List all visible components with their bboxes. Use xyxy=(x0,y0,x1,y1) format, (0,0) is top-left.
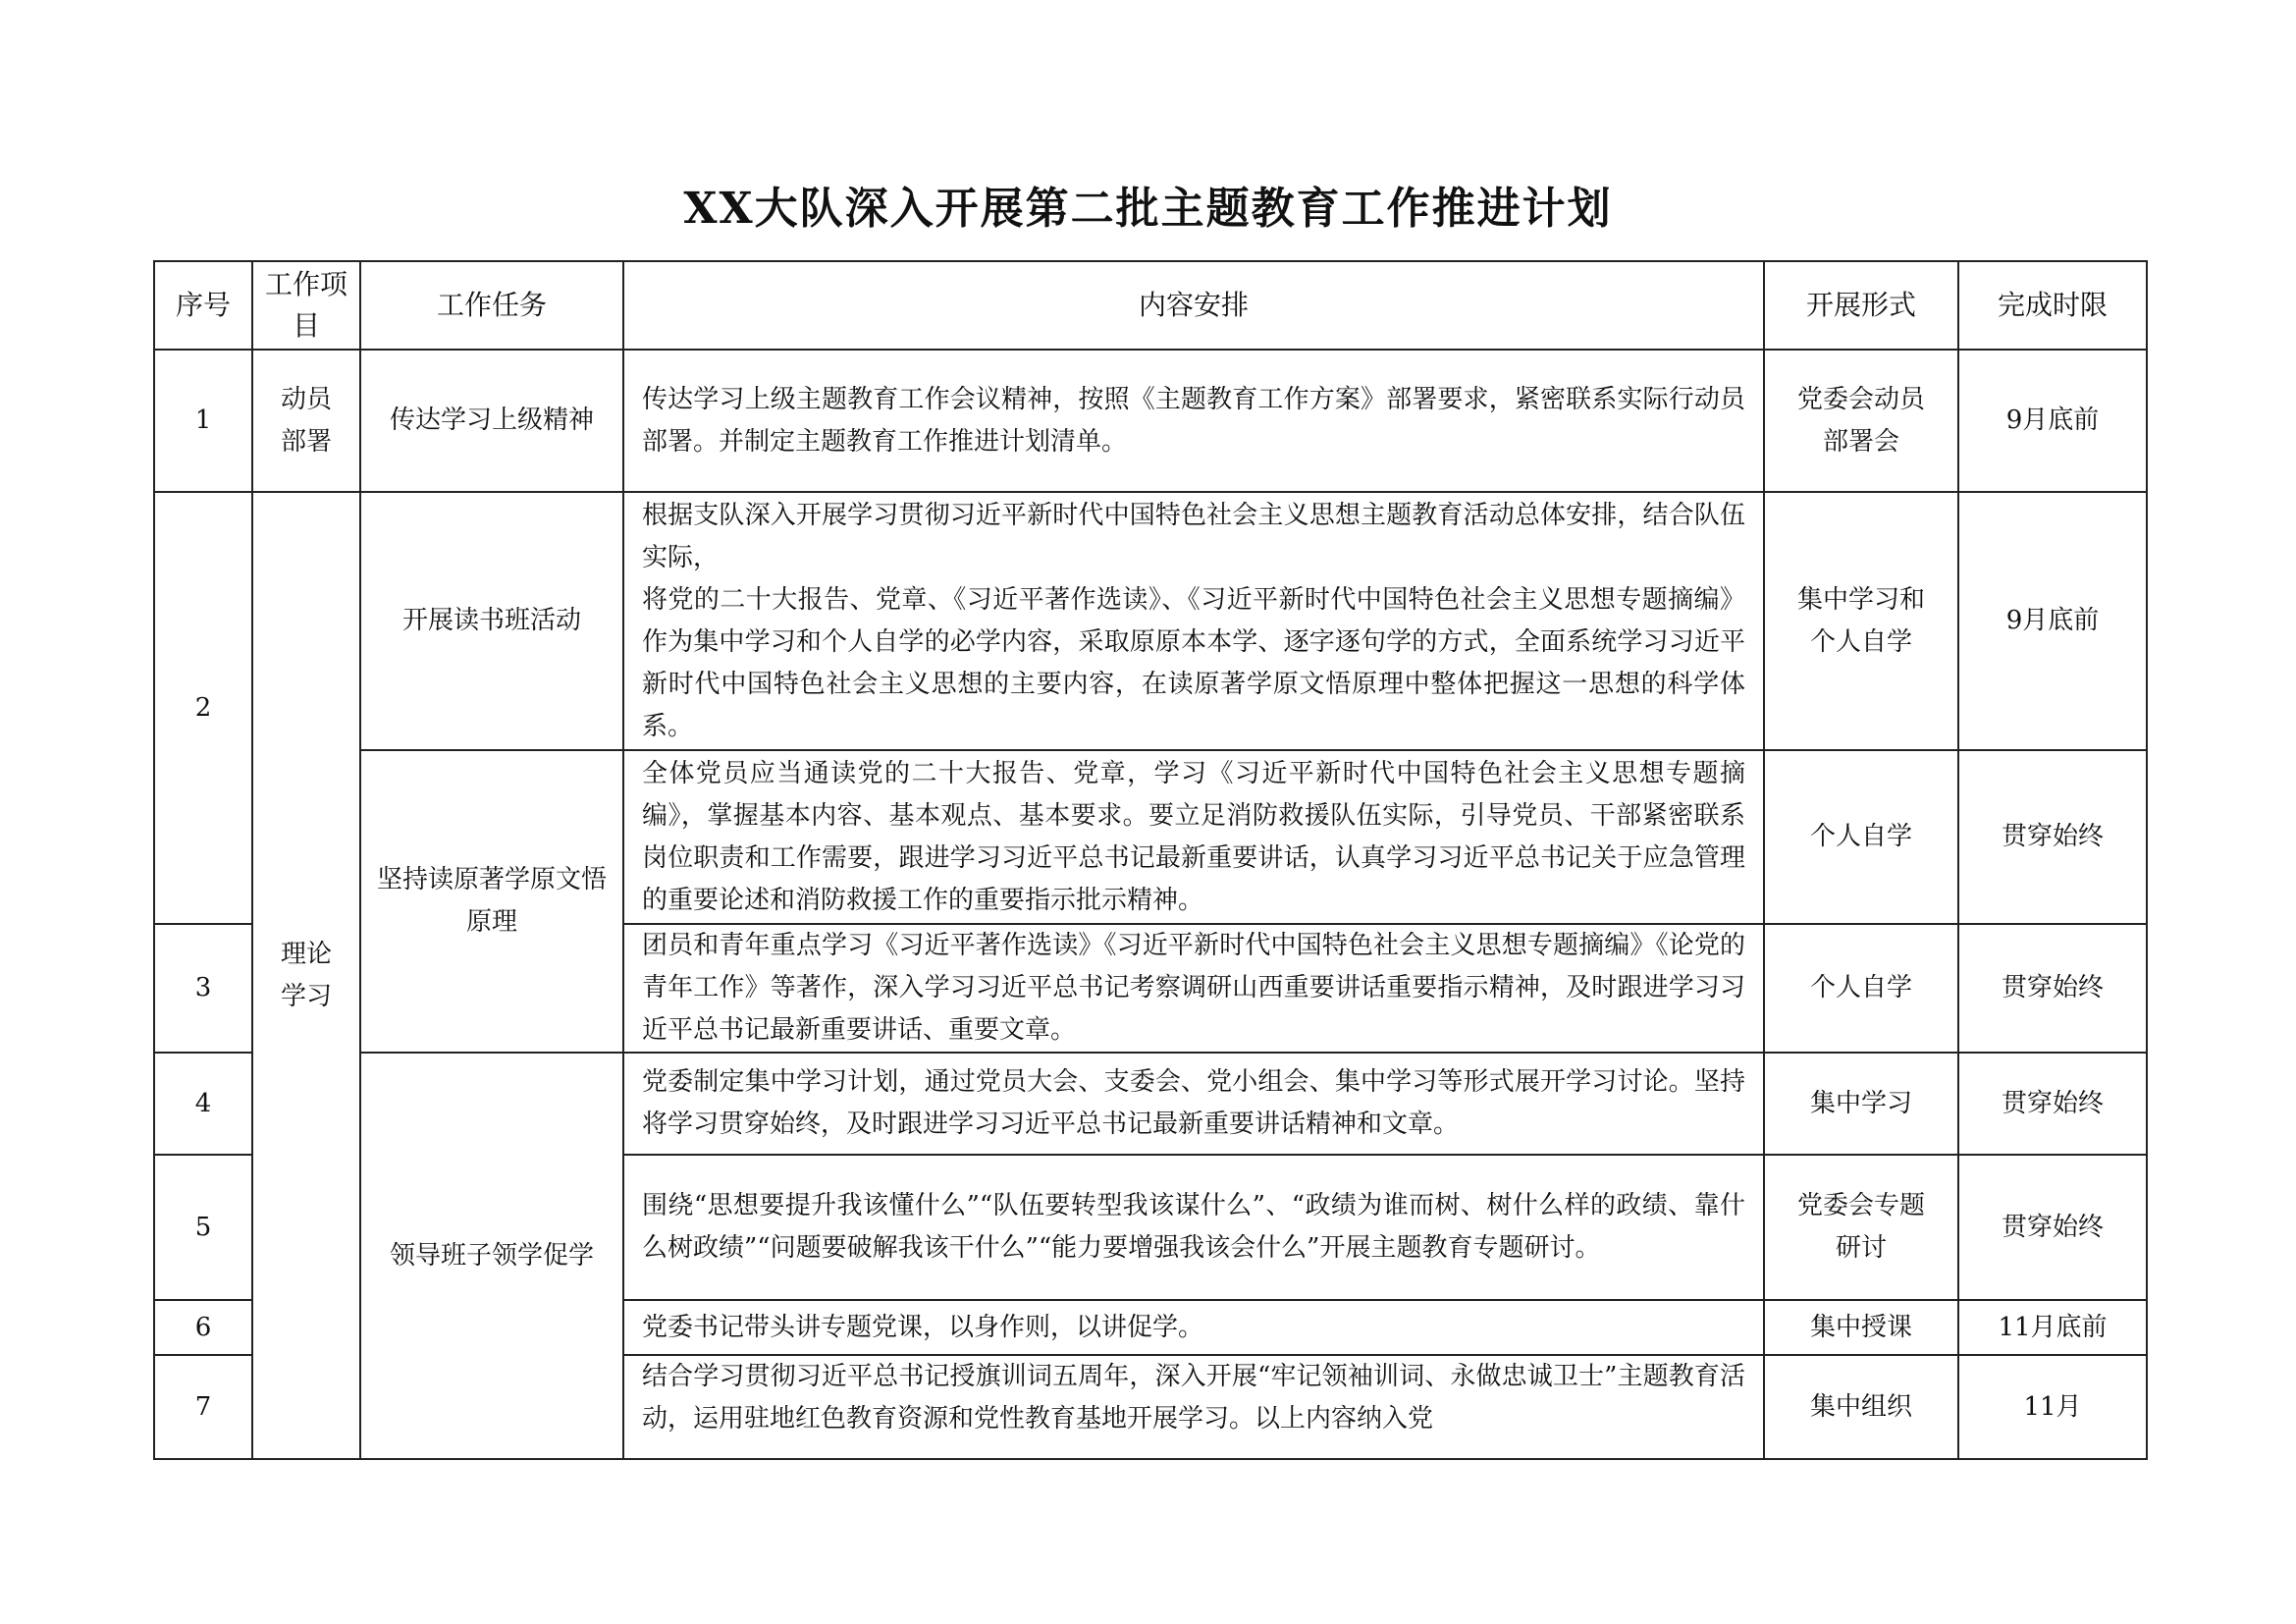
task-cell: 坚持读原著学原文悟原理 xyxy=(360,750,623,1053)
plan-table xyxy=(153,260,2148,1460)
table-row xyxy=(154,350,2147,492)
header-row xyxy=(154,261,2147,350)
deadline-cell: 9月底前 xyxy=(1958,350,2147,492)
table-row xyxy=(154,750,2147,924)
seq-cell: 7 xyxy=(154,1355,252,1459)
table-row xyxy=(154,1053,2147,1155)
project-cell: 动员部署 xyxy=(252,350,360,492)
form-cell: 个人自学 xyxy=(1764,750,1958,924)
header-form: 开展形式 xyxy=(1764,261,1958,350)
seq-cell: 5 xyxy=(154,1155,252,1300)
form-cell: 集中学习 xyxy=(1764,1053,1958,1155)
content-cell: 根据支队深入开展学习贯彻习近平新时代中国特色社会主义思想主题教育活动总体安排，结合队伍实际， 将党的二十大报告、党章、《习近平著作选读》、《习近平新时代中国特色社会主义思想专题摘编》作为集中学习和个人自学的必学内容，采取原原本本学、逐字逐句学的方式，全面系统学习习近平新时代中国特色社会主义思想的主要内容，在读原著学原文悟原理中整体把握这一思想的科学体系。 xyxy=(623,492,1764,750)
seq-cell: 6 xyxy=(154,1300,252,1355)
content-cell: 全体党员应当通读党的二十大报告、党章，学习《习近平新时代中国特色社会主义思想专题摘编》，掌握基本内容、基本观点、基本要求。要立足消防救援队伍实际，引导党员、干部紧密联系岗位职责和工作需要，跟进学习习近平总书记最新重要讲话，认真学习习近平总书记关于应急管理的重要论述和消防救援工作的重要指示批示精神。 xyxy=(623,750,1764,924)
seq-cell: 4 xyxy=(154,1053,252,1155)
form-cell: 集中组织 xyxy=(1764,1355,1958,1459)
header-project: 工作项目 xyxy=(252,261,360,350)
content-cell: 围绕“思想要提升我该懂什么”“队伍要转型我该谋什么”、“政绩为谁而树、树什么样的政绩、靠什么树政绩”“问题要破解我该干什么”“能力要增强我该会什么”开展主题教育专题研讨。 xyxy=(623,1155,1764,1300)
content-cell: 结合学习贯彻习近平总书记授旗训词五周年，深入开展“牢记领袖训词、永做忠诚卫士”主题教育活动，运用驻地红色教育资源和党性教育基地开展学习。以上内容纳入党 xyxy=(642,1362,1745,1434)
task-cell: 开展读书班活动 xyxy=(360,492,623,750)
content-cell: 团员和青年重点学习《习近平著作选读》《习近平新时代中国特色社会主义思想专题摘编》《论党的青年工作》等著作，深入学习习近平总书记考察调研山西重要讲话重要指示精神，及时跟进学习习近平总书记最新重要讲话、重要文章。 xyxy=(623,924,1764,1053)
deadline-cell: 贯穿始终 xyxy=(1958,924,2147,1053)
content-cell: 党委书记带头讲专题党课，以身作则，以讲促学。 xyxy=(623,1300,1764,1355)
deadline-cell: 贯穿始终 xyxy=(1958,1053,2147,1155)
content-cell: 传达学习上级主题教育工作会议精神，按照《主题教育工作方案》部署要求，紧密联系实际行动员部署。并制定主题教育工作推进计划清单。 xyxy=(623,350,1764,492)
content-cell: 党委制定集中学习计划，通过党员大会、支委会、党小组会、集中学习等形式展开学习讨论。坚持将学习贯穿始终，及时跟进学习习近平总书记最新重要讲话精神和文章。 xyxy=(623,1053,1764,1155)
deadline-cell: 9月底前 xyxy=(1958,492,2147,750)
task-cell: 传达学习上级精神 xyxy=(360,350,623,492)
form-cell: 集中学习和个人自学 xyxy=(1764,492,1958,750)
project-cell: 理论学习 xyxy=(252,492,360,1459)
form-cell: 党委会动员部署会 xyxy=(1764,350,1958,492)
form-cell: 党委会专题研讨 xyxy=(1764,1155,1958,1300)
seq-cell: 2 xyxy=(154,492,252,924)
deadline-cell: 11月底前 xyxy=(1958,1300,2147,1355)
deadline-cell: 贯穿始终 xyxy=(1958,1155,2147,1300)
deadline-cell: 贯穿始终 xyxy=(1958,750,2147,924)
table-row xyxy=(154,492,2147,750)
task-cell: 领导班子领学促学 xyxy=(360,1053,623,1459)
deadline-cell: 11月 xyxy=(1958,1355,2147,1459)
form-cell: 个人自学 xyxy=(1764,924,1958,1053)
page-title: XX大队深入开展第二批主题教育工作推进计划 xyxy=(683,184,1613,234)
header-seq: 序号 xyxy=(154,261,252,350)
seq-cell: 3 xyxy=(154,924,252,1053)
header-task: 工作任务 xyxy=(360,261,623,350)
seq-cell: 1 xyxy=(154,350,252,492)
header-content: 内容安排 xyxy=(623,261,1764,350)
form-cell: 集中授课 xyxy=(1764,1300,1958,1355)
header-deadline: 完成时限 xyxy=(1958,261,2147,350)
